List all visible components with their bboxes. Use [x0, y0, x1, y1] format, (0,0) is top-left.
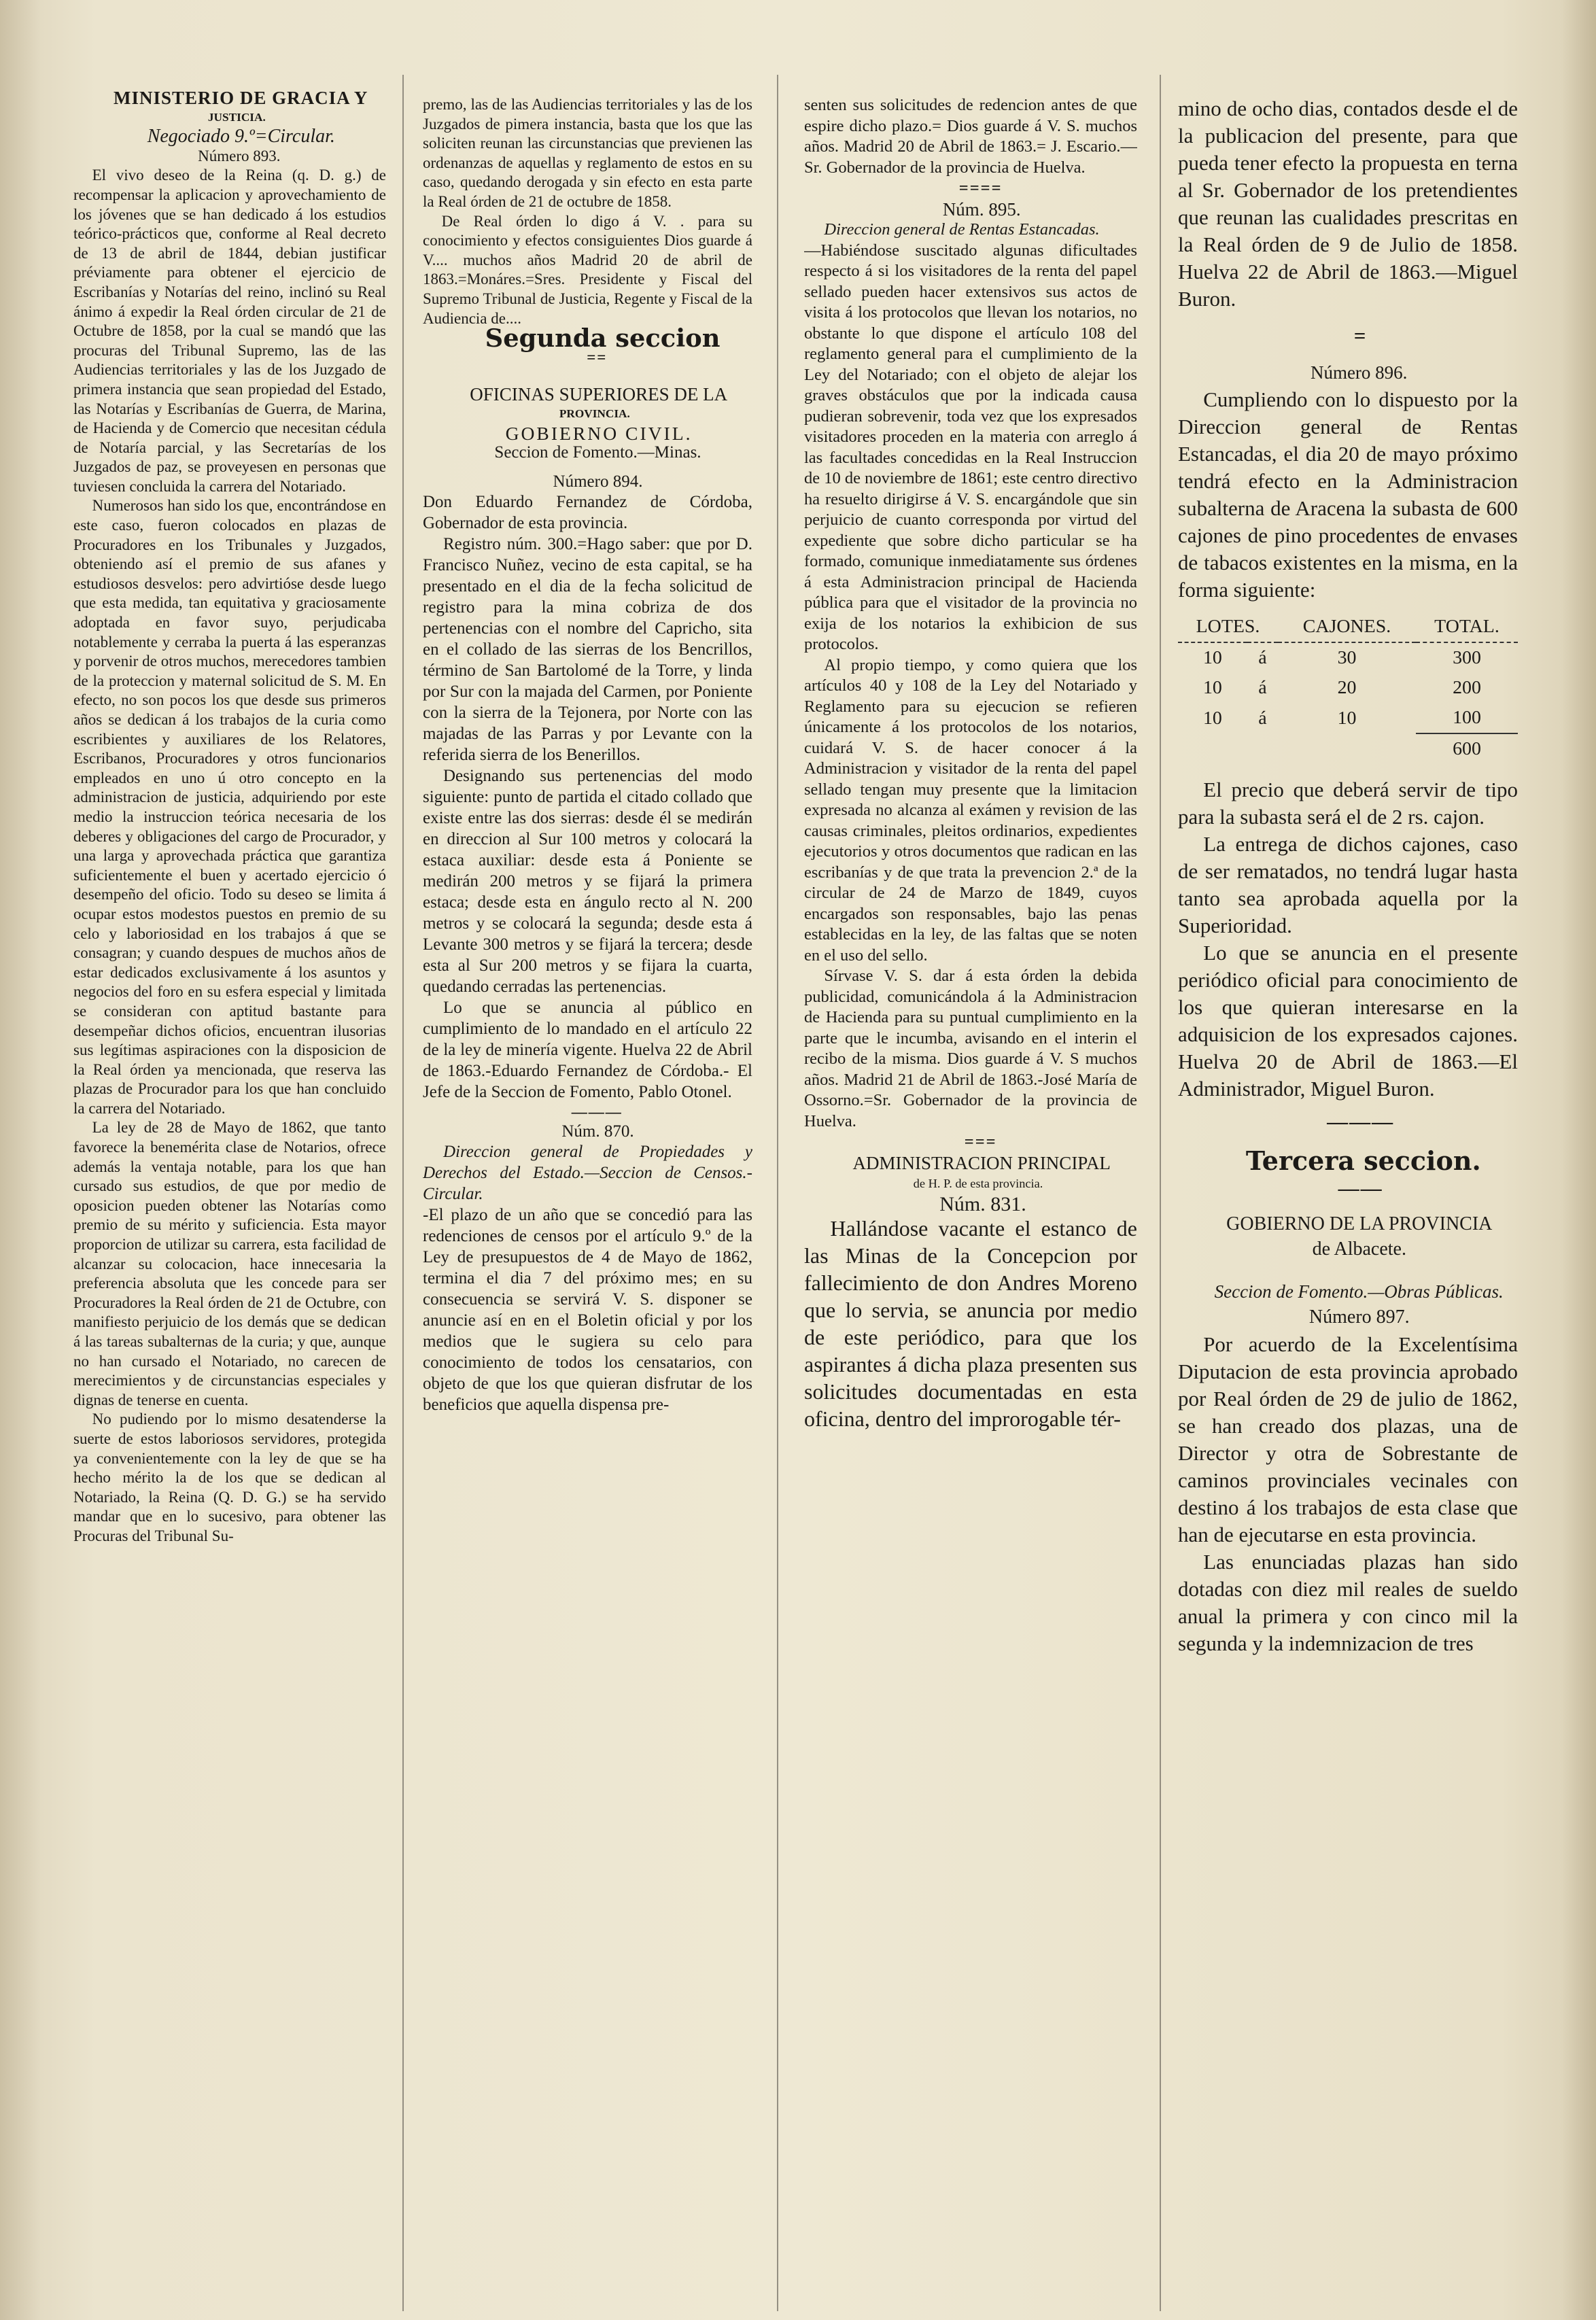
admin-heading: ADMINISTRACION PRINCIPAL: [852, 1152, 1111, 1173]
column-4: [1178, 95, 1518, 1657]
offices-heading: OFICINAS SUPERIORES DE LA: [470, 384, 728, 405]
subsection-heading: Seccion de Fomento.—Minas.: [494, 443, 701, 462]
table-cell: 200: [1453, 677, 1481, 698]
column-3: [804, 95, 1137, 1432]
separator: ==: [587, 348, 608, 366]
column-rule: [777, 75, 778, 2311]
offices-subheading: PROVINCIA.: [559, 406, 630, 420]
table-total-row: [1178, 733, 1518, 764]
paragraph: No pudiendo por lo mismo desatenderse la suerte de estos laboriosos servidores, protegida ya convenientemente con la ley de que se ha hecho mérito la de los que se dedican al Notariado, la Reina (Q. D. G.) se ha servido mandar que en lo sucesivo, para obtener las Procuras del Tribunal Su-: [73, 1410, 386, 1544]
paragraph: Cumpliendo con lo dispuesto por la Direccion general de Rentas Estancadas, el dia 20 de mayo próximo tendrá efecto en la Administracion subalterna de Aracena la subasta de 600 cajones de pino procedentes de envases de tabacos existentes en la misma, en la forma siguiente:: [1178, 387, 1518, 602]
paragraph: senten sus solicitudes de redencion antes de que espire dicho plazo.= Dios guarde á V. S. muchos años. Madrid 20 de Abril de 1863.= J. Escario.—Sr. Gobernador de la provincia de Huelva.: [804, 96, 1137, 177]
paragraph: De Real órden lo digo á V. . para su conocimiento y efectos consiguientes Dios guarde á V.... muchos años Madrid 20 de abril de 1863.=Monáres.=Sres. Presidente y Fiscal del Supremo Tribunal de Justicia, Regente y Fiscal de la Audiencia de....: [423, 212, 752, 327]
page-edge-shadow: [1562, 0, 1596, 2320]
lots-table: [1178, 612, 1518, 764]
paragraph: -El plazo de un año que se concedió para las redenciones de censos por el artículo 9.º de la Ley de presupuestos de 4 de Mayo de 1862, termina el dia 7 del próximo mes; en su consecuencia se servirá V. S. disponer se anuncie así en en el Boletin oficial y por los medios que le sugiera su celo para conocimiento de todos los censatarios, con objeto de que los que quieran disfrutar de los beneficios que aquella dispensa pre-: [423, 1206, 752, 1415]
paragraph: El precio que deberá servir de tipo para la subasta será el de 2 rs. cajon.: [1178, 778, 1518, 829]
article-heading: Direccion general de Rentas Estancadas.: [824, 220, 1100, 239]
separator: =: [1353, 324, 1368, 347]
article-number: Núm. 895.: [942, 198, 1021, 220]
paragraph: Al propio tiempo, y como quiera que los artículos 40 y 108 de la Ley del Notariado y Reglamento para su ejecucion se refieren únicamente á los protocolos de los notarios, cuidará V. S. de hacer conocer á la Administracion y visitador de la renta del papel sellado tengan muy presente que la limitacion expresada no alcanza al exámen y revision de las causas criminales, pleitos ordinarios, expedientes ejecutorios y otros documentos que radican en las escribanías y de que trata la prevencion 2.ª de la circular de 24 de Marzo de 1849, cuyos encargados son responsables, bajo las penas establecidas en la ley, de las faltas que se noten en el uso del sello.: [804, 655, 1137, 965]
column-rule: [402, 75, 404, 2311]
table-row: [1178, 673, 1518, 703]
table-cell: á: [1258, 647, 1267, 668]
paragraph: La ley de 28 de Mayo de 1862, que tanto favorece la benemérita clase de Notarios, ofrece además la ventaja notable, para los que han cursado sus estudios, de que por medio de oposicion pueden obtener las Notarías como premio de su mérito y suficiencia. Esta mayor proporcion de utilizar su carrera, esta facilidad de alcanzar su colocacion, hace innecesaria la preferencia absoluta que les concede para ser Procuradores la Real órden de 21 de Octubre, con manifiesto perjuicio de los demás que se dedican á las tareas subalternas de la curia; y que, aunque no han cursado el Notariado, no carecen de merecimientos y de circunstancias especiales y dignas de tenerse en cuenta.: [73, 1119, 386, 1408]
article-number: Núm. 870.: [561, 1122, 634, 1141]
gobierno-heading: GOBIERNO CIVIL.: [505, 422, 693, 444]
table-cell: 10: [1337, 707, 1357, 729]
paragraph: Registro núm. 300.=Hago saber: que por D. Francisco Nuñez, vecino de esta capital, se ha presentado en el dia de la fecha solicitud de registro para la mina cobriza de dos pertenencias con el nombre del Capricho, sita en el collado de las sierras de los Bencrillos, término de San Bartolomé de la Torre, y linda por Sur con la majada del Carmen, por Poniente con la sierra de la Tejonera, por Norte con las majadas de las Parras y por Levante con la referida sierra de los Benerillos.: [423, 535, 752, 765]
column-2: [423, 95, 752, 1415]
negociado-heading: Negociado 9.º=Circular.: [147, 126, 335, 148]
article-number: Número 894.: [553, 472, 643, 491]
table-cell: 20: [1337, 677, 1357, 698]
table-cell: 100: [1453, 707, 1481, 728]
paragraph: Lo que se anuncia al público en cumplimiento de lo mandado en el artículo 22 de la ley de minería vigente. Huelva 22 de Abril de 1863.-Eduardo Fernandez de Córdoba.- El Jefe de la Seccion de Fomento, Pablo Otonel.: [423, 999, 752, 1102]
admin-subheading: de H. P. de esta provincia.: [913, 1177, 1043, 1190]
article-number: Número 896.: [1310, 362, 1408, 383]
ministry-heading: MINISTERIO DE GRACIA Y: [114, 88, 368, 108]
separator: ——: [1338, 1176, 1383, 1200]
section-heading: Tercera seccion.: [1245, 1145, 1481, 1176]
paragraph: Sírvase V. S. dar á esta órden la debida publicidad, comunicándola á la Administracion de Hacienda para su puntual cumplimiento en la parte que le incumba, avisando en el interin el recibo de la misma. Dios guarde á V. S muchos años. Madrid 21 de Abril de 1863.-José María de Ossorno.=Sr. Gobernador de la provincia de Huelva.: [804, 967, 1137, 1130]
column-rule: [1160, 75, 1161, 2311]
table-header: LOTES.: [1178, 612, 1278, 642]
table-cell: 30: [1337, 647, 1357, 668]
paragraph: mino de ocho dias, contados desde el de la publicacion del presente, para que pueda tener efecto la propuesta en terna al Sr. Gobernador de los pretendientes que reunan las cualidades prescritas en la Real órden de 9 de Julio de 1858. Huelva 22 de Abril de 1863.—Miguel Buron.: [1178, 97, 1518, 311]
gobierno-heading: GOBIERNO DE LA PROVINCIA: [1226, 1213, 1493, 1234]
separator: ====: [958, 179, 1003, 197]
article-number: Número 897.: [1308, 1306, 1410, 1328]
separator: ———: [1327, 1109, 1395, 1133]
separator: ———: [571, 1103, 623, 1121]
paragraph: Por acuerdo de la Excelentísima Diputacion de esta provincia aprobado por Real órden de 29 de julio de 1862, se han creado dos plazas, una de Director y otra de Sobrestante de caminos provinciales vecinales con destino á los trabajos de esta clase que han de ejecutarse en esta provincia.: [1178, 1332, 1518, 1546]
table-row: [1178, 703, 1518, 733]
table-cell: 10: [1202, 677, 1222, 698]
table-cell: 10: [1202, 647, 1222, 668]
table-header-row: [1178, 612, 1518, 642]
paragraph: La entrega de dichos cajones, caso de ser rematados, no tendrá lugar hasta tanto sea aprobada aquella por la Superioridad.: [1178, 832, 1518, 937]
paragraph: —Habiéndose suscitado algunas dificultades respecto á si los visitadores de la renta del papel sellado pueden hacer extensivos sus actos de visita á los protocolos que llevan los notarios, no obstante lo que dispone el artículo 108 del reglamento general para el cumplimiento de la Ley del Notariado; con el objeto de alejar los graves obstáculos que por la indicada causa pudieran sobrevenir, toda vez que los expresados visitadores proceden en la materia con arreglo á las facultades concedidas en la Real Instruccion de 10 de noviembre de 1861; este centro directivo ha resuelto dirigirse á V. S. encargándole que sin perjuicio de cuanto corresponda por virtud del expediente que sobre dicho particular se ha formado, comunique inmediatamente sus órdenes á esta Administracion principal de Hacienda pública para que el visitador de la provincia no exija de los notarios la exhibicion de sus protocolos.: [804, 241, 1137, 653]
table-cell: á: [1258, 677, 1267, 698]
table-cell: 10: [1202, 707, 1222, 729]
article-heading: Direccion general de Propiedades y Derechos del Estado.—Seccion de Censos.-Circular.: [423, 1143, 752, 1204]
table-cell: á: [1258, 707, 1267, 729]
article-number: Núm. 831.: [939, 1192, 1026, 1215]
paragraph: Don Eduardo Fernandez de Córdoba, Gobernador de esta provincia.: [423, 493, 752, 533]
table-total: 600: [1416, 733, 1518, 764]
page-edge-shadow: [0, 0, 41, 2320]
article-number: Número 893.: [198, 147, 281, 165]
section-heading: Segunda seccion: [485, 323, 721, 353]
ministry-subheading: JUSTICIA.: [207, 110, 266, 124]
paragraph: Hallándose vacante el estanco de las Minas de la Concepcion por fallecimiento de don Andres Moreno que lo servia, se anuncia por medio de este periódico, para que los aspirantes á dicha plaza presenten sus solicitudes documentadas en esta oficina, dentro del improrogable tér-: [804, 1216, 1137, 1431]
paragraph: Designando sus pertenencias del modo siguiente: punto de partida el citado collado que existe entre las dos sierras: desde él se medirán en direccion al Sur 100 metros y colocará la estaca auxiliar: desde esta á Poniente se medirán 200 metros y se fijará la primera estaca; desde esta en ángulo recto al N. 200 metros y se colocará la segunda; desde esta á Levante 300 metros y se fijará la tercera; desde esta al Sur 200 metros y se fijara la cuarta, quedando cerradas las pertenencias.: [423, 767, 752, 997]
gobierno-subheading: de Albacete.: [1312, 1239, 1406, 1260]
separator: ===: [964, 1132, 997, 1151]
table-header: CAJONES.: [1278, 612, 1416, 642]
paragraph: El vivo deseo de la Reina (q. D. g.) de recompensar la aplicacion y aprovechamiento de los jóvenes que se han dedicado á los estudios teórico-prácticos que, conforme al Real decreto de 13 de abril de 1844, debian justificar préviamente para obtener el ejercicio de Escribanías y Notarías del reino, inclinó su Real ánimo á expedir la Real órden circular de 21 de Octubre de 1858, por la cual se mandó que las procuras del Tribunal Supremo, las de las Audiencias territoriales y las de los Juzgado de primera instancia que sean propiedad del Estado, las Notarías y Escribanías de Guerra, de Marina, de Hacienda y de Comercio que necesitan cédula de Notaría parcial, y las Secretarías de los Juzgados de paz, se proveyesen en personas que tuviesen concluida la carrera del Notariado.: [73, 167, 386, 495]
table-header: TOTAL.: [1416, 612, 1518, 642]
subsection-heading: Seccion de Fomento.—Obras Públicas.: [1214, 1281, 1504, 1302]
paragraph: Lo que se anuncia en el presente periódico oficial para conocimiento de los que quieran interesarse en la adquisicion de los expresados cajones. Huelva 20 de Abril de 1863.—El Administrador, Miguel Buron.: [1178, 941, 1518, 1101]
paragraph: Las enunciadas plazas han sido dotadas con diez mil reales de sueldo anual la primera y con cinco mil la segunda y la indemnizacion de tres: [1178, 1550, 1518, 1655]
table-row: [1178, 642, 1518, 673]
column-1: [73, 88, 386, 1546]
paragraph: Numerosos han sido los que, encontrándose en este caso, fueron colocados en plazas de Procuradores en los Tribunales y Juzgados, obteniendo así el premio de sus afanes y estudiosos desvelos: pero advirtióse desde luego que esta medida, tan equitativa y graciosamente adoptada en favor suyo, perjudicaba notablemente y cerraba la puerta á las esperanzas y porvenir de otros muchos, merecedores tambien de la proteccion y maternal solicitud de S. M. En efecto, no son pocos los que desde sus primeros años se dedican á los trabajos de la curia como escribientes y auxiliares de los Relatores, Escribanos, Procuradores y otros funcionarios empleados en uno ú otro concepto en la administracion de justicia, adquiriendo por este medio la instruccion teórica necesaria de los deberes y obligaciones del cargo de Procurador, y una larga y aprovechada práctica que garantiza suficientemente el buen y acertado ejercicio ó desempeño del oficio. Todo su deseo se limita á ocupar estos modestos puestos en premio de su celo y laboriosidad en los trabajos á que se consagran; y cuando despues de muchos años de estar dedicados exclusivamente á los asuntos y negocios del foro en su esfera especial y limitada se consideran con aptitud bastante para desempeñar dichos oficios, encuentran ilusorias sus legítimas aspiraciones con la disposicion de la Real órden ya mencionada, que reserva las plazas de Procurador para los que han concluido la carrera del Notariado.: [73, 497, 386, 1117]
paragraph: premo, las de las Audiencias territoriales y las de los Juzgados de pimera instancia, basta que los que las soliciten reunan las circunstancias que previenen las ordenanzas de aquellas y reglamento de estos en su caso, quedando derogada y sin efecto en esta parte la Real órden de 21 de octubre de 1858.: [423, 96, 752, 210]
table-cell: 300: [1453, 647, 1481, 668]
